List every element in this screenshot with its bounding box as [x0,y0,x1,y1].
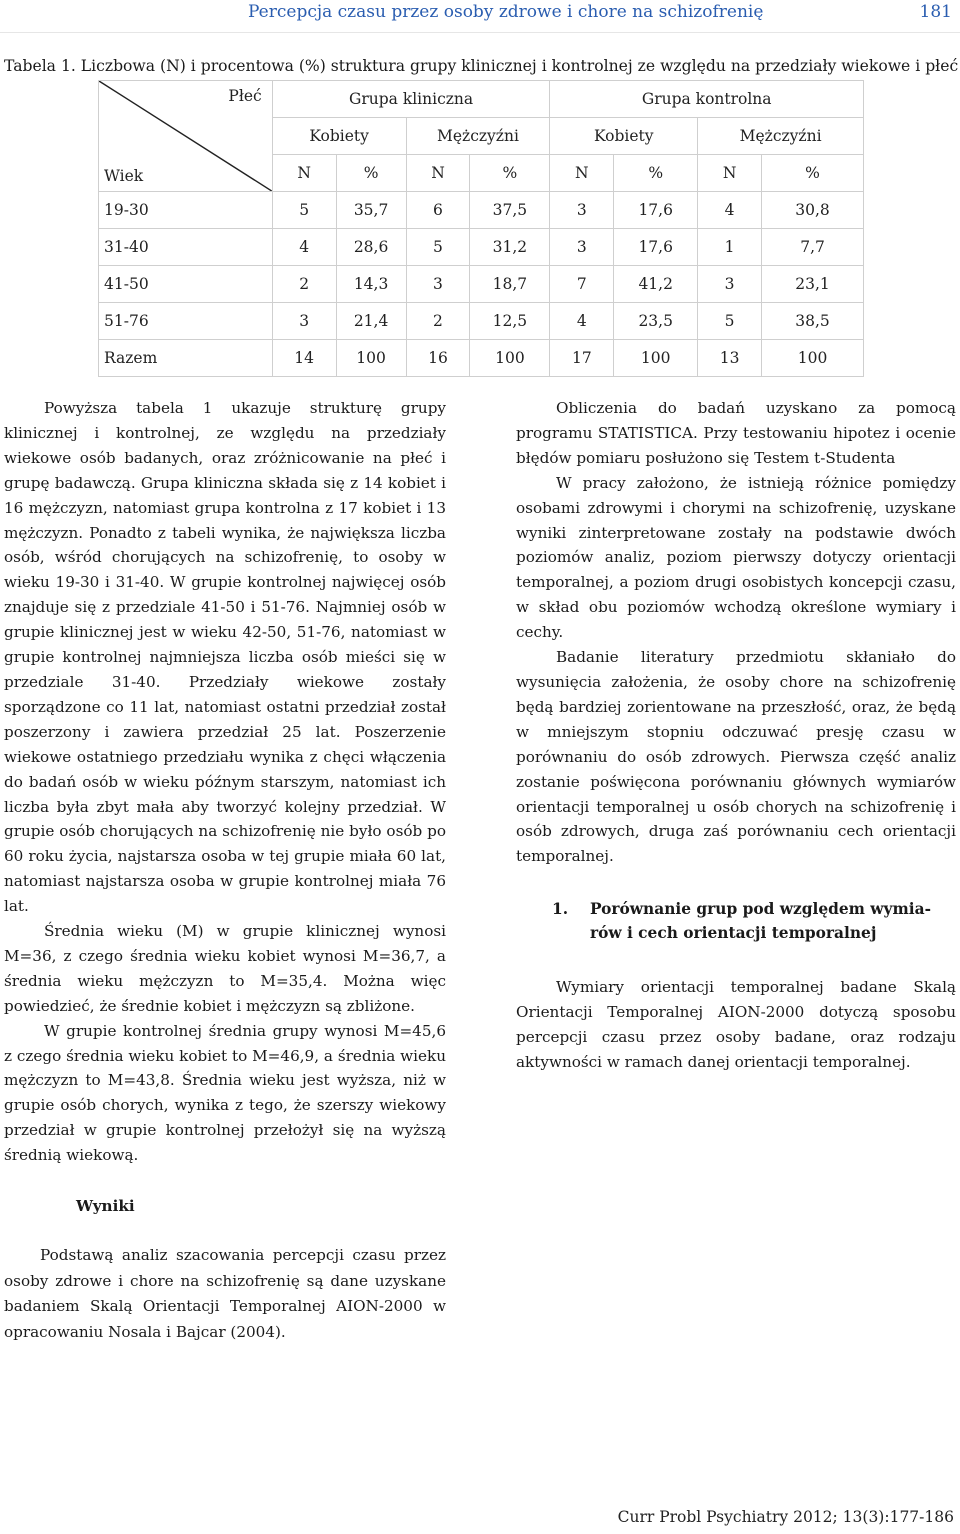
sex-header: Kobiety [272,118,406,155]
body-paragraph: Wymiary orientacji temporalnej badane Skalą Orientacji Temporalnej AION-2000 dotyczą sposobu percepcji czasu przez osoby badane, oraz rodzaju aktywności w ramach danej orientacji temporalnej. [516,978,956,1071]
left-text-column [4,396,446,1168]
table-corner-cell [99,81,273,192]
right-text-column [516,396,956,1075]
table-cell: 2 [406,303,470,340]
table-cell: 4 [550,303,614,340]
row-label: 31-40 [99,229,273,266]
table-cell: 3 [698,266,762,303]
body-paragraph: Badanie literatury przedmiotu skłaniało do wysunięcia założenia, że osoby chore na schizofrenię będą bardziej zorientowane na przeszłość, oraz, że będą w mniejszym stopniu odczuwać presję czasu w porównaniu do osób zdrowych. Pierwsza część analiz zostanie poświęcona porównaniu głównych wymiarów orientacji temporalnej u osób chorych na schizofrenię i osób zdrowych, druga zaś porównaniu cech orientacji temporalnej. [516,648,956,866]
table-cell: 12,5 [470,303,550,340]
metric-header: N [272,155,336,192]
table-cell: 3 [550,192,614,229]
table-cell: 1 [698,229,762,266]
table-cell: 37,5 [470,192,550,229]
page-number: 181 [919,2,952,22]
demographics-table [98,80,864,377]
table-cell: 5 [698,303,762,340]
body-paragraph: W pracy założono, że istnieją różnice pomiędzy osobami zdrowymi i chorymi na schizofrenię, uzyskane wyniki zinterpretowane zostały na podstawie dwóch poziomów analiz, poziom pierwszy dotyczy orientacji temporalnej, a poziom drugi osobistych koncepcji czasu, w skład obu poziomów wchodzą określone wymiary i cechy. [516,473,956,642]
table-cell: 5 [406,229,470,266]
metric-header: % [336,155,406,192]
table-cell: 7,7 [762,229,864,266]
body-paragraph: W grupie kontrolnej średnia grupy wynosi M=45,6 z czego średnia wieku kobiet to M=46,9, a średnia wieku mężczyzn to M=43,8. Średnia wieku jest wyższa, niż w grupie osób chorych, wynika z tego, że szerszy wiekowy przedział w grupie kontrolnej przełożył się na wyższą średnią wiekową. [4,1021,446,1165]
table-cell: 21,4 [336,303,406,340]
table-total-row [99,340,864,377]
sex-header: Mężczyźni [406,118,550,155]
section-title-line: Porównanie grup pod względem wymia- [590,900,931,919]
row-label: 41-50 [99,266,273,303]
results-heading: Wyniki [76,1197,135,1215]
running-header [0,0,960,33]
table-cell: 100 [614,340,698,377]
metric-header: % [470,155,550,192]
row-label: 51-76 [99,303,273,340]
running-title: Percepcja czasu przez osoby zdrowe i chore na schizofrenię [248,2,764,22]
table-cell: 100 [470,340,550,377]
table-cell: 23,1 [762,266,864,303]
table-cell: 6 [406,192,470,229]
table-cell: 13 [698,340,762,377]
group-header-control: Grupa kontrolna [550,81,864,118]
table-cell: 17 [550,340,614,377]
table-cell: 100 [762,340,864,377]
corner-label-age: Wiek [104,167,144,185]
table-cell: 18,7 [470,266,550,303]
table-cell: 17,6 [614,192,698,229]
table-cell: 35,7 [336,192,406,229]
table-row [99,266,864,303]
table-cell: 23,5 [614,303,698,340]
table-cell: 100 [336,340,406,377]
table-cell: 4 [272,229,336,266]
table-cell: 7 [550,266,614,303]
section-title-line: rów i cech orientacji temporalnej [590,924,877,943]
body-paragraph: Podstawą analiz szacowania percepcji czasu przez osoby zdrowe i chore na schizofrenię są dane uzyskane badaniem Skalą Orientacji Temporalnej AION-2000 w opracowaniu Nosala i Bajcar (2004). [4,1246,446,1341]
table-cell: 3 [272,303,336,340]
row-label: Razem [99,340,273,377]
sex-header: Mężczyźni [698,118,864,155]
section-heading [552,897,956,945]
metric-header: N [406,155,470,192]
section-number: 1. [552,900,569,919]
group-header-clinical: Grupa kliniczna [272,81,550,118]
table-cell: 3 [550,229,614,266]
table-cell: 5 [272,192,336,229]
table-row [99,192,864,229]
table-cell: 31,2 [470,229,550,266]
row-label: 19-30 [99,192,273,229]
metric-header: N [550,155,614,192]
table-cell: 38,5 [762,303,864,340]
body-paragraph: Obliczenia do badań uzyskano za pomocą programu STATISTICA. Przy testowaniu hipotez i ocenie błędów pomiaru posłużono się Testem t-Studenta [516,399,956,467]
table-cell: 14 [272,340,336,377]
table-cell: 3 [406,266,470,303]
table-cell: 17,6 [614,229,698,266]
results-section [4,1194,446,1345]
metric-header: N [698,155,762,192]
table-cell: 4 [698,192,762,229]
table-cell: 41,2 [614,266,698,303]
table-cell: 14,3 [336,266,406,303]
table-cell: 2 [272,266,336,303]
corner-label-sex: Płeć [228,87,262,105]
table-cell: 30,8 [762,192,864,229]
table-row [99,303,864,340]
sex-header: Kobiety [550,118,698,155]
body-paragraph: Powyższa tabela 1 ukazuje strukturę grupy klinicznej i kontrolnej, ze względu na przedziały wiekowe osób badanych, oraz zróżnicowanie na płeć i grupę badawczą. Grupa kliniczna składa się z 14 kobiet i 16 mężczyzn, natomiast grupa kontrolna z 17 kobiet i 13 mężczyzn. Ponadto z tabeli wynika, że największa liczba osób, wśród chorujących na schizofrenię, to osoby w wieku 19-30 i 31-40. W grupie kontrolnej najwięcej osób znajduje się z przedziale 41-50 i 51-76. Najmniej osób w grupie klinicznej jest w wieku 42-50, 51-76, natomiast w grupie kontrolnej najmniejsza liczba osób mieści się w przedziale 31-40. Przedziały wiekowe zostały sporządzone co 11 lat, natomiast ostatni przedział został poszerzony i zawiera przedział 25 lat. Poszerzenie wiekowe ostatniego przedziału wynika z chęci włączenia do badań osób w wieku późnym starszym, natomiast ich liczba była zbyt mała aby tworzyć kolejny przedział. W grupie osób chorujących na schizofrenię nie było osób po 60 roku życia, najstarsza osoba w tej grupie miała 60 lat, natomiast najstarsza osoba w grupie kontrolnej miała 76 lat. [4,399,446,916]
table-cell: 16 [406,340,470,377]
metric-header: % [614,155,698,192]
body-paragraph: Średnia wieku (M) w grupie klinicznej wynosi M=36, z czego średnia wieku kobiet wynosi M=36,7, a średnia wieku mężczyzn to M=35,4. Można więc powiedzieć, że średnie kobiet i mężczyzn są zbliżone. [4,922,446,1015]
table-cell: 28,6 [336,229,406,266]
footer-citation: Curr Probl Psychiatry 2012; 13(3):177-186 [617,1508,954,1526]
table-caption: Tabela 1. Liczbowa (N) i procentowa (%) struktura grupy klinicznej i kontrolnej ze względu na przedziały wiekowe i płeć [4,57,959,75]
table-row [99,229,864,266]
metric-header: % [762,155,864,192]
